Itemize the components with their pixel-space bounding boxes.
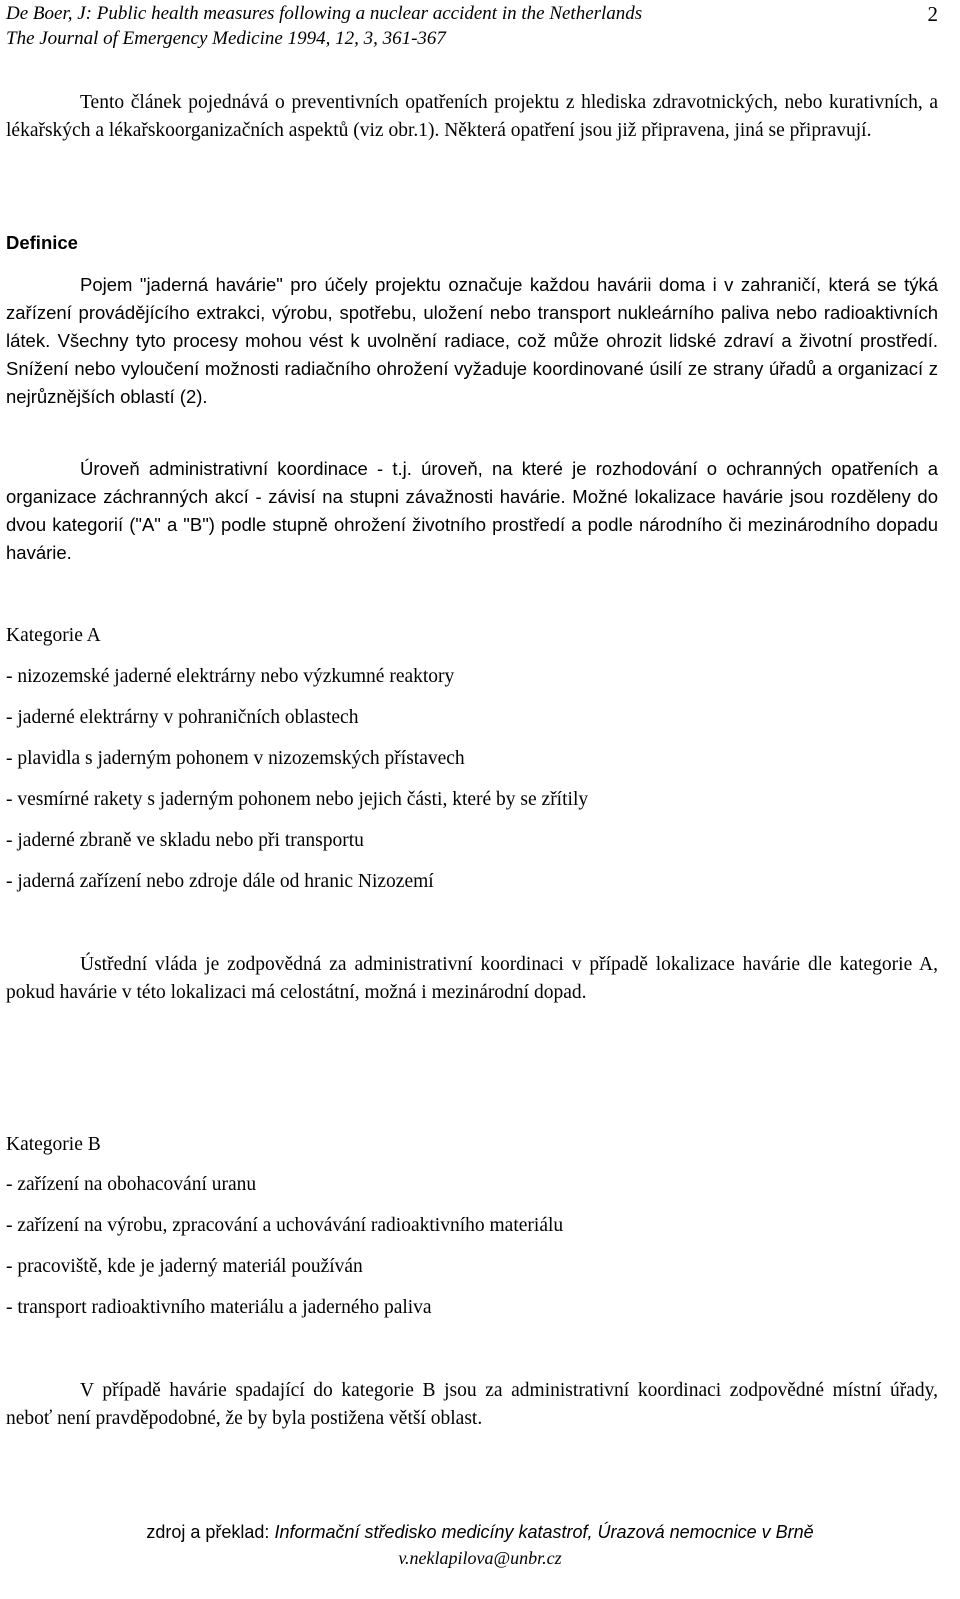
footer-source [0, 1519, 960, 1545]
list-item: - plavidla s jaderným pohonem v nizozemských přístavech [6, 748, 465, 769]
list-item: - jaderné zbraně ve skladu nebo při transportu [6, 830, 364, 851]
list-item: - pracoviště, kde je jaderný materiál používán [6, 1256, 363, 1277]
list-item: - zařízení na výrobu, zpracování a uchovávání radioaktivního materiálu [6, 1215, 564, 1236]
definice-paragraph-2: Úroveň administrativní koordinace - t.j. úroveň, na které je rozhodování o ochranných opatřeních a organizace záchranných akcí - závisí na stupni závažnosti havárie. Možné lokalizace havárie jsou rozděleny do dvou kategorií ("A" a "B") podle stupně ohrožení životního prostředí a podle národního či mezinárodního dopadu havárie. [6, 458, 938, 563]
list-item: - zařízení na obohacování uranu [6, 1174, 257, 1195]
kategorie-b-paragraph: V případě havárie spadající do kategorie B jsou za administrativní koordinaci zodpovědné místní úřady, neboť není pravděpodobné, že by byla postižena větší oblast. [6, 1380, 938, 1429]
footer-email[interactable]: v.neklapilova@unbr.cz [398, 1548, 562, 1568]
kategorie-a-list [6, 664, 588, 910]
intro-paragraph: Tento článek pojednává o preventivních opatřeních projektu z hlediska zdravotnických, nebo kurativních, a lékařských a lékařskoorganizačních aspektů (viz obr.1). Některá opatření jsou již připravena, jiná se připravují. [6, 92, 938, 141]
header-citation-line1: De Boer, J: Public health measures following a nuclear accident in the Netherlands [6, 3, 643, 24]
kategorie-b-list [6, 1172, 563, 1336]
kategorie-a-paragraph: Ústřední vláda je zodpovědná za administrativní koordinaci v případě lokalizace havárie dle kategorie A, pokud havárie v této lokalizaci má celostátní, možná i mezinárodní dopad. [6, 954, 938, 1003]
header-citation-line2: The Journal of Emergency Medicine 1994, 12, 3, 361-367 [6, 28, 446, 49]
footer-source-text: Informační středisko medicíny katastrof, Úrazová nemocnice v Brně [274, 1522, 814, 1542]
page-number: 2 [927, 2, 938, 26]
list-item: - transport radioaktivního materiálu a jaderného paliva [6, 1297, 432, 1318]
section-heading-kategorie-a: Kategorie A [6, 625, 101, 646]
list-item: - jaderná zařízení nebo zdroje dále od hranic Nizozemí [6, 871, 434, 892]
section-heading-kategorie-b: Kategorie B [6, 1134, 101, 1155]
list-item: - nizozemské jaderné elektrárny nebo výzkumné reaktory [6, 666, 455, 687]
list-item: - vesmírné rakety s jaderným pohonem nebo jejich části, které by se zřítily [6, 789, 589, 810]
list-item: - jaderné elektrárny v pohraničních oblastech [6, 707, 359, 728]
section-heading-definice: Definice [6, 232, 78, 253]
footer-source-label: zdroj a překlad: [146, 1522, 270, 1542]
definice-paragraph-1: Pojem "jaderná havárie" pro účely projektu označuje každou havárii doma i v zahraničí, která se týká zařízení provádějícího extrakci, výrobu, spotřebu, uložení nebo transport nukleárního paliva nebo radioaktivních látek. Všechny tyto procesy mohou vést k uvolnění radiace, což může ohrozit lidské zdraví a životní prostředí. Snížení nebo vyloučení možnosti radiačního ohrožení vyžaduje koordinované úsilí ze strany úřadů a organizací z nejrůznějších oblastí (2). [6, 274, 938, 407]
